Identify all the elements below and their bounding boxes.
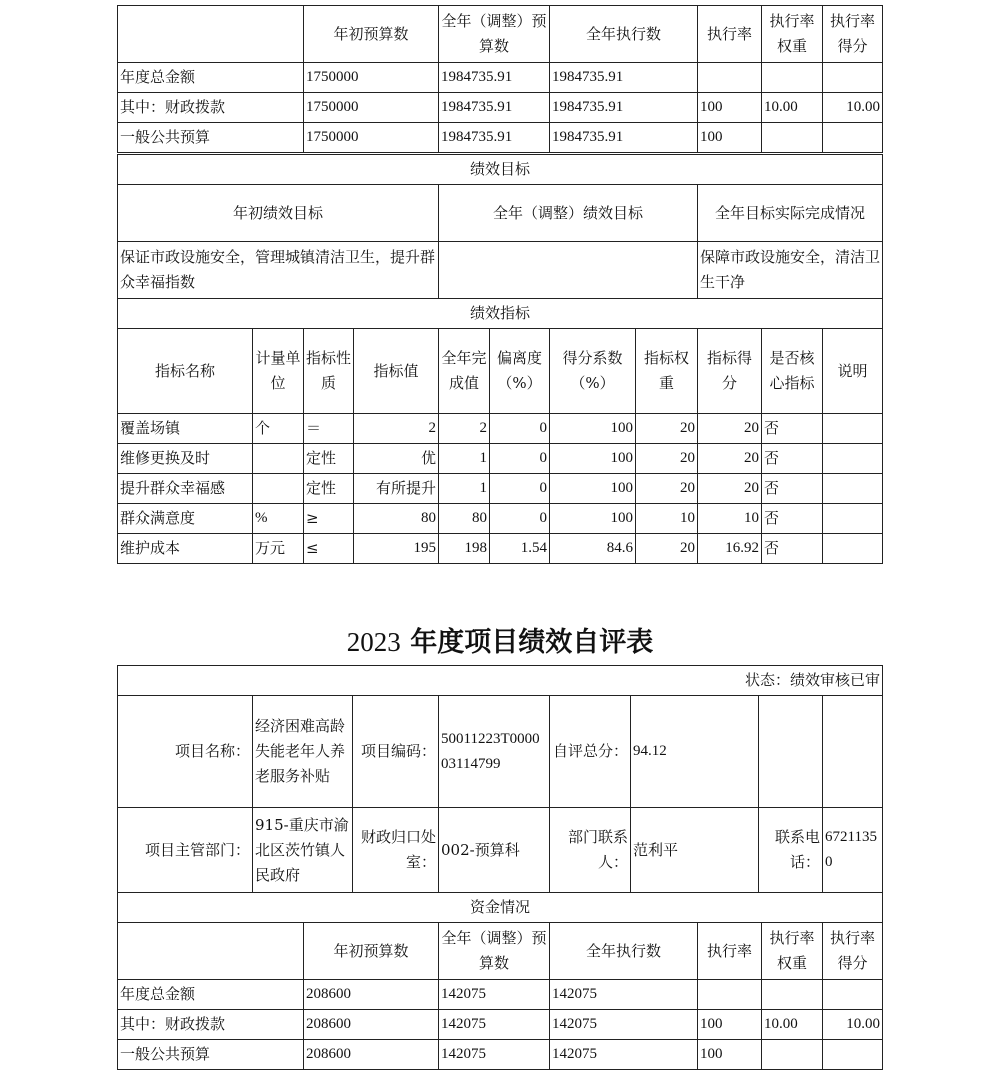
initial-value: 1750000	[304, 63, 439, 93]
adjusted-value: 1984735.91	[439, 63, 550, 93]
ind-deviation: 1.54	[490, 534, 550, 564]
ind-score: 20	[698, 474, 762, 504]
table-row	[118, 474, 883, 504]
table-row	[118, 534, 883, 564]
ind-weight: 10	[636, 504, 698, 534]
ind-header-nature: 指标性质	[304, 329, 354, 414]
ind-core: 否	[762, 504, 823, 534]
goals-actual-text: 保障市政设施安全，清洁卫生干净	[698, 242, 883, 299]
adjusted-value: 142075	[439, 980, 550, 1010]
rate-value: 100	[698, 1040, 762, 1070]
ind-core: 否	[762, 414, 823, 444]
row-label: 年度总金额	[118, 980, 304, 1010]
title-year: 2023	[346, 627, 401, 657]
self-score-label: 自评总分：	[550, 696, 631, 808]
ind-value: 优	[354, 444, 439, 474]
table-row	[118, 123, 883, 153]
ind-header-value: 指标值	[354, 329, 439, 414]
rate-value: 100	[698, 123, 762, 153]
ind-completed: 198	[439, 534, 490, 564]
ind-note	[823, 534, 883, 564]
dept-label: 项目主管部门：	[118, 808, 253, 893]
project-code-value: 50011223T000003114799	[439, 696, 550, 808]
ind-unit	[253, 444, 304, 474]
weight-value	[762, 1040, 823, 1070]
header-rate-weight: 执行率权重	[762, 923, 823, 980]
ind-header-deviation: 偏离度（%）	[490, 329, 550, 414]
goals-section-title: 绩效目标	[118, 155, 883, 185]
ind-note	[823, 414, 883, 444]
score-value: 10.00	[823, 93, 883, 123]
header-executed: 全年执行数	[550, 6, 698, 63]
ind-header-note: 说明	[823, 329, 883, 414]
project-code-label: 项目编码：	[353, 696, 439, 808]
empty-cell	[823, 696, 883, 808]
ind-deviation: 0	[490, 474, 550, 504]
ind-note	[823, 504, 883, 534]
ind-nature: ≤	[304, 534, 354, 564]
table-row	[118, 63, 883, 93]
score-value	[823, 1040, 883, 1070]
executed-value: 1984735.91	[550, 123, 698, 153]
ind-completed: 80	[439, 504, 490, 534]
ind-header-score: 指标得分	[698, 329, 762, 414]
budget-table-1	[117, 5, 883, 153]
ind-unit: 个	[253, 414, 304, 444]
phone-label: 联系电话：	[759, 808, 823, 893]
self-score-value: 94.12	[631, 696, 759, 808]
goals-adjusted-text	[439, 242, 698, 299]
header-rate: 执行率	[698, 6, 762, 63]
ind-header-name: 指标名称	[118, 329, 253, 414]
weight-value: 10.00	[762, 93, 823, 123]
adjusted-value: 1984735.91	[439, 123, 550, 153]
page-title	[0, 620, 1000, 659]
empty-cell	[759, 696, 823, 808]
header-empty-cell	[118, 6, 304, 63]
header-initial-budget: 年初预算数	[304, 6, 439, 63]
header-rate: 执行率	[698, 923, 762, 980]
ind-completed: 2	[439, 414, 490, 444]
indicators-table	[117, 298, 883, 564]
row-label: 其中：财政拨款	[118, 93, 304, 123]
table-row	[118, 504, 883, 534]
budget-table-2	[117, 922, 883, 1070]
header-empty-cell	[118, 923, 304, 980]
ind-note	[823, 444, 883, 474]
row-label: 其中：财政拨款	[118, 1010, 304, 1040]
ind-score: 16.92	[698, 534, 762, 564]
score-value	[823, 123, 883, 153]
table-row	[118, 980, 883, 1010]
adjusted-value: 142075	[439, 1010, 550, 1040]
ind-header-unit: 计量单位	[253, 329, 304, 414]
table-row	[118, 1010, 883, 1040]
ind-core: 否	[762, 534, 823, 564]
project-name-label: 项目名称：	[118, 696, 253, 808]
header-initial-budget: 年初预算数	[304, 923, 439, 980]
weight-value	[762, 123, 823, 153]
ind-score: 10	[698, 504, 762, 534]
ind-value: 2	[354, 414, 439, 444]
table-row	[118, 444, 883, 474]
table-row	[118, 414, 883, 444]
ind-nature: 定性	[304, 474, 354, 504]
ind-coef: 100	[550, 414, 636, 444]
header-executed: 全年执行数	[550, 923, 698, 980]
header-rate-score: 执行率得分	[823, 923, 883, 980]
ind-unit: 万元	[253, 534, 304, 564]
initial-value: 1750000	[304, 93, 439, 123]
project-info-table	[117, 665, 883, 923]
ind-note	[823, 474, 883, 504]
executed-value: 1984735.91	[550, 63, 698, 93]
score-value: 10.00	[823, 1010, 883, 1040]
adjusted-value: 142075	[439, 1040, 550, 1070]
ind-weight: 20	[636, 534, 698, 564]
ind-core: 否	[762, 444, 823, 474]
goals-col-initial: 年初绩效目标	[118, 185, 439, 242]
ind-header-weight: 指标权重	[636, 329, 698, 414]
ind-value: 80	[354, 504, 439, 534]
table-row	[118, 1040, 883, 1070]
header-adjusted-budget: 全年（调整）预算数	[439, 6, 550, 63]
status-text: 状态：绩效审核已审	[118, 666, 883, 696]
office-label: 财政归口处室：	[353, 808, 439, 893]
ind-weight: 20	[636, 444, 698, 474]
goals-initial-text: 保证市政设施安全，管理城镇清洁卫生，提升群众幸福指数	[118, 242, 439, 299]
ind-coef: 100	[550, 504, 636, 534]
funds-section-title: 资金情况	[118, 893, 883, 923]
ind-unit: %	[253, 504, 304, 534]
ind-nature: ≥	[304, 504, 354, 534]
indicators-section-title: 绩效指标	[118, 299, 883, 329]
adjusted-value: 1984735.91	[439, 93, 550, 123]
ind-nature: 定性	[304, 444, 354, 474]
score-value	[823, 980, 883, 1010]
phone-value: 67211350	[823, 808, 883, 893]
rate-value	[698, 980, 762, 1010]
table-row	[118, 93, 883, 123]
row-label: 年度总金额	[118, 63, 304, 93]
score-value	[823, 63, 883, 93]
rate-value: 100	[698, 93, 762, 123]
weight-value	[762, 63, 823, 93]
ind-name: 群众满意度	[118, 504, 253, 534]
header-adjusted-budget: 全年（调整）预算数	[439, 923, 550, 980]
ind-coef: 100	[550, 444, 636, 474]
ind-header-completed: 全年完成值	[439, 329, 490, 414]
ind-nature: ＝	[304, 414, 354, 444]
rate-value: 100	[698, 1010, 762, 1040]
weight-value: 10.00	[762, 1010, 823, 1040]
ind-score: 20	[698, 444, 762, 474]
ind-name: 覆盖场镇	[118, 414, 253, 444]
ind-name: 维修更换及时	[118, 444, 253, 474]
goals-table	[117, 154, 883, 299]
rate-value	[698, 63, 762, 93]
weight-value	[762, 980, 823, 1010]
ind-deviation: 0	[490, 414, 550, 444]
ind-completed: 1	[439, 474, 490, 504]
dept-value: 915-重庆市渝北区茨竹镇人民政府	[253, 808, 353, 893]
row-label: 一般公共预算	[118, 123, 304, 153]
contact-label: 部门联系人：	[550, 808, 631, 893]
title-text: 年度项目绩效自评表	[400, 627, 654, 658]
ind-value: 有所提升	[354, 474, 439, 504]
ind-coef: 84.6	[550, 534, 636, 564]
executed-value: 142075	[550, 1040, 698, 1070]
ind-header-core: 是否核心指标	[762, 329, 823, 414]
contact-value: 范利平	[631, 808, 759, 893]
initial-value: 208600	[304, 1040, 439, 1070]
ind-header-coef: 得分系数（%）	[550, 329, 636, 414]
ind-deviation: 0	[490, 504, 550, 534]
ind-deviation: 0	[490, 444, 550, 474]
ind-weight: 20	[636, 474, 698, 504]
ind-coef: 100	[550, 474, 636, 504]
goals-col-adjusted: 全年（调整）绩效目标	[439, 185, 698, 242]
initial-value: 208600	[304, 1010, 439, 1040]
project-name-value: 经济困难高龄失能老年人养老服务补贴	[253, 696, 353, 808]
executed-value: 142075	[550, 1010, 698, 1040]
ind-name: 维护成本	[118, 534, 253, 564]
ind-name: 提升群众幸福感	[118, 474, 253, 504]
executed-value: 1984735.91	[550, 93, 698, 123]
row-label: 一般公共预算	[118, 1040, 304, 1070]
ind-core: 否	[762, 474, 823, 504]
ind-weight: 20	[636, 414, 698, 444]
ind-value: 195	[354, 534, 439, 564]
ind-score: 20	[698, 414, 762, 444]
ind-unit	[253, 474, 304, 504]
office-value: 002-预算科	[439, 808, 550, 893]
initial-value: 1750000	[304, 123, 439, 153]
header-rate-score: 执行率得分	[823, 6, 883, 63]
header-rate-weight: 执行率权重	[762, 6, 823, 63]
goals-col-actual: 全年目标实际完成情况	[698, 185, 883, 242]
executed-value: 142075	[550, 980, 698, 1010]
ind-completed: 1	[439, 444, 490, 474]
initial-value: 208600	[304, 980, 439, 1010]
